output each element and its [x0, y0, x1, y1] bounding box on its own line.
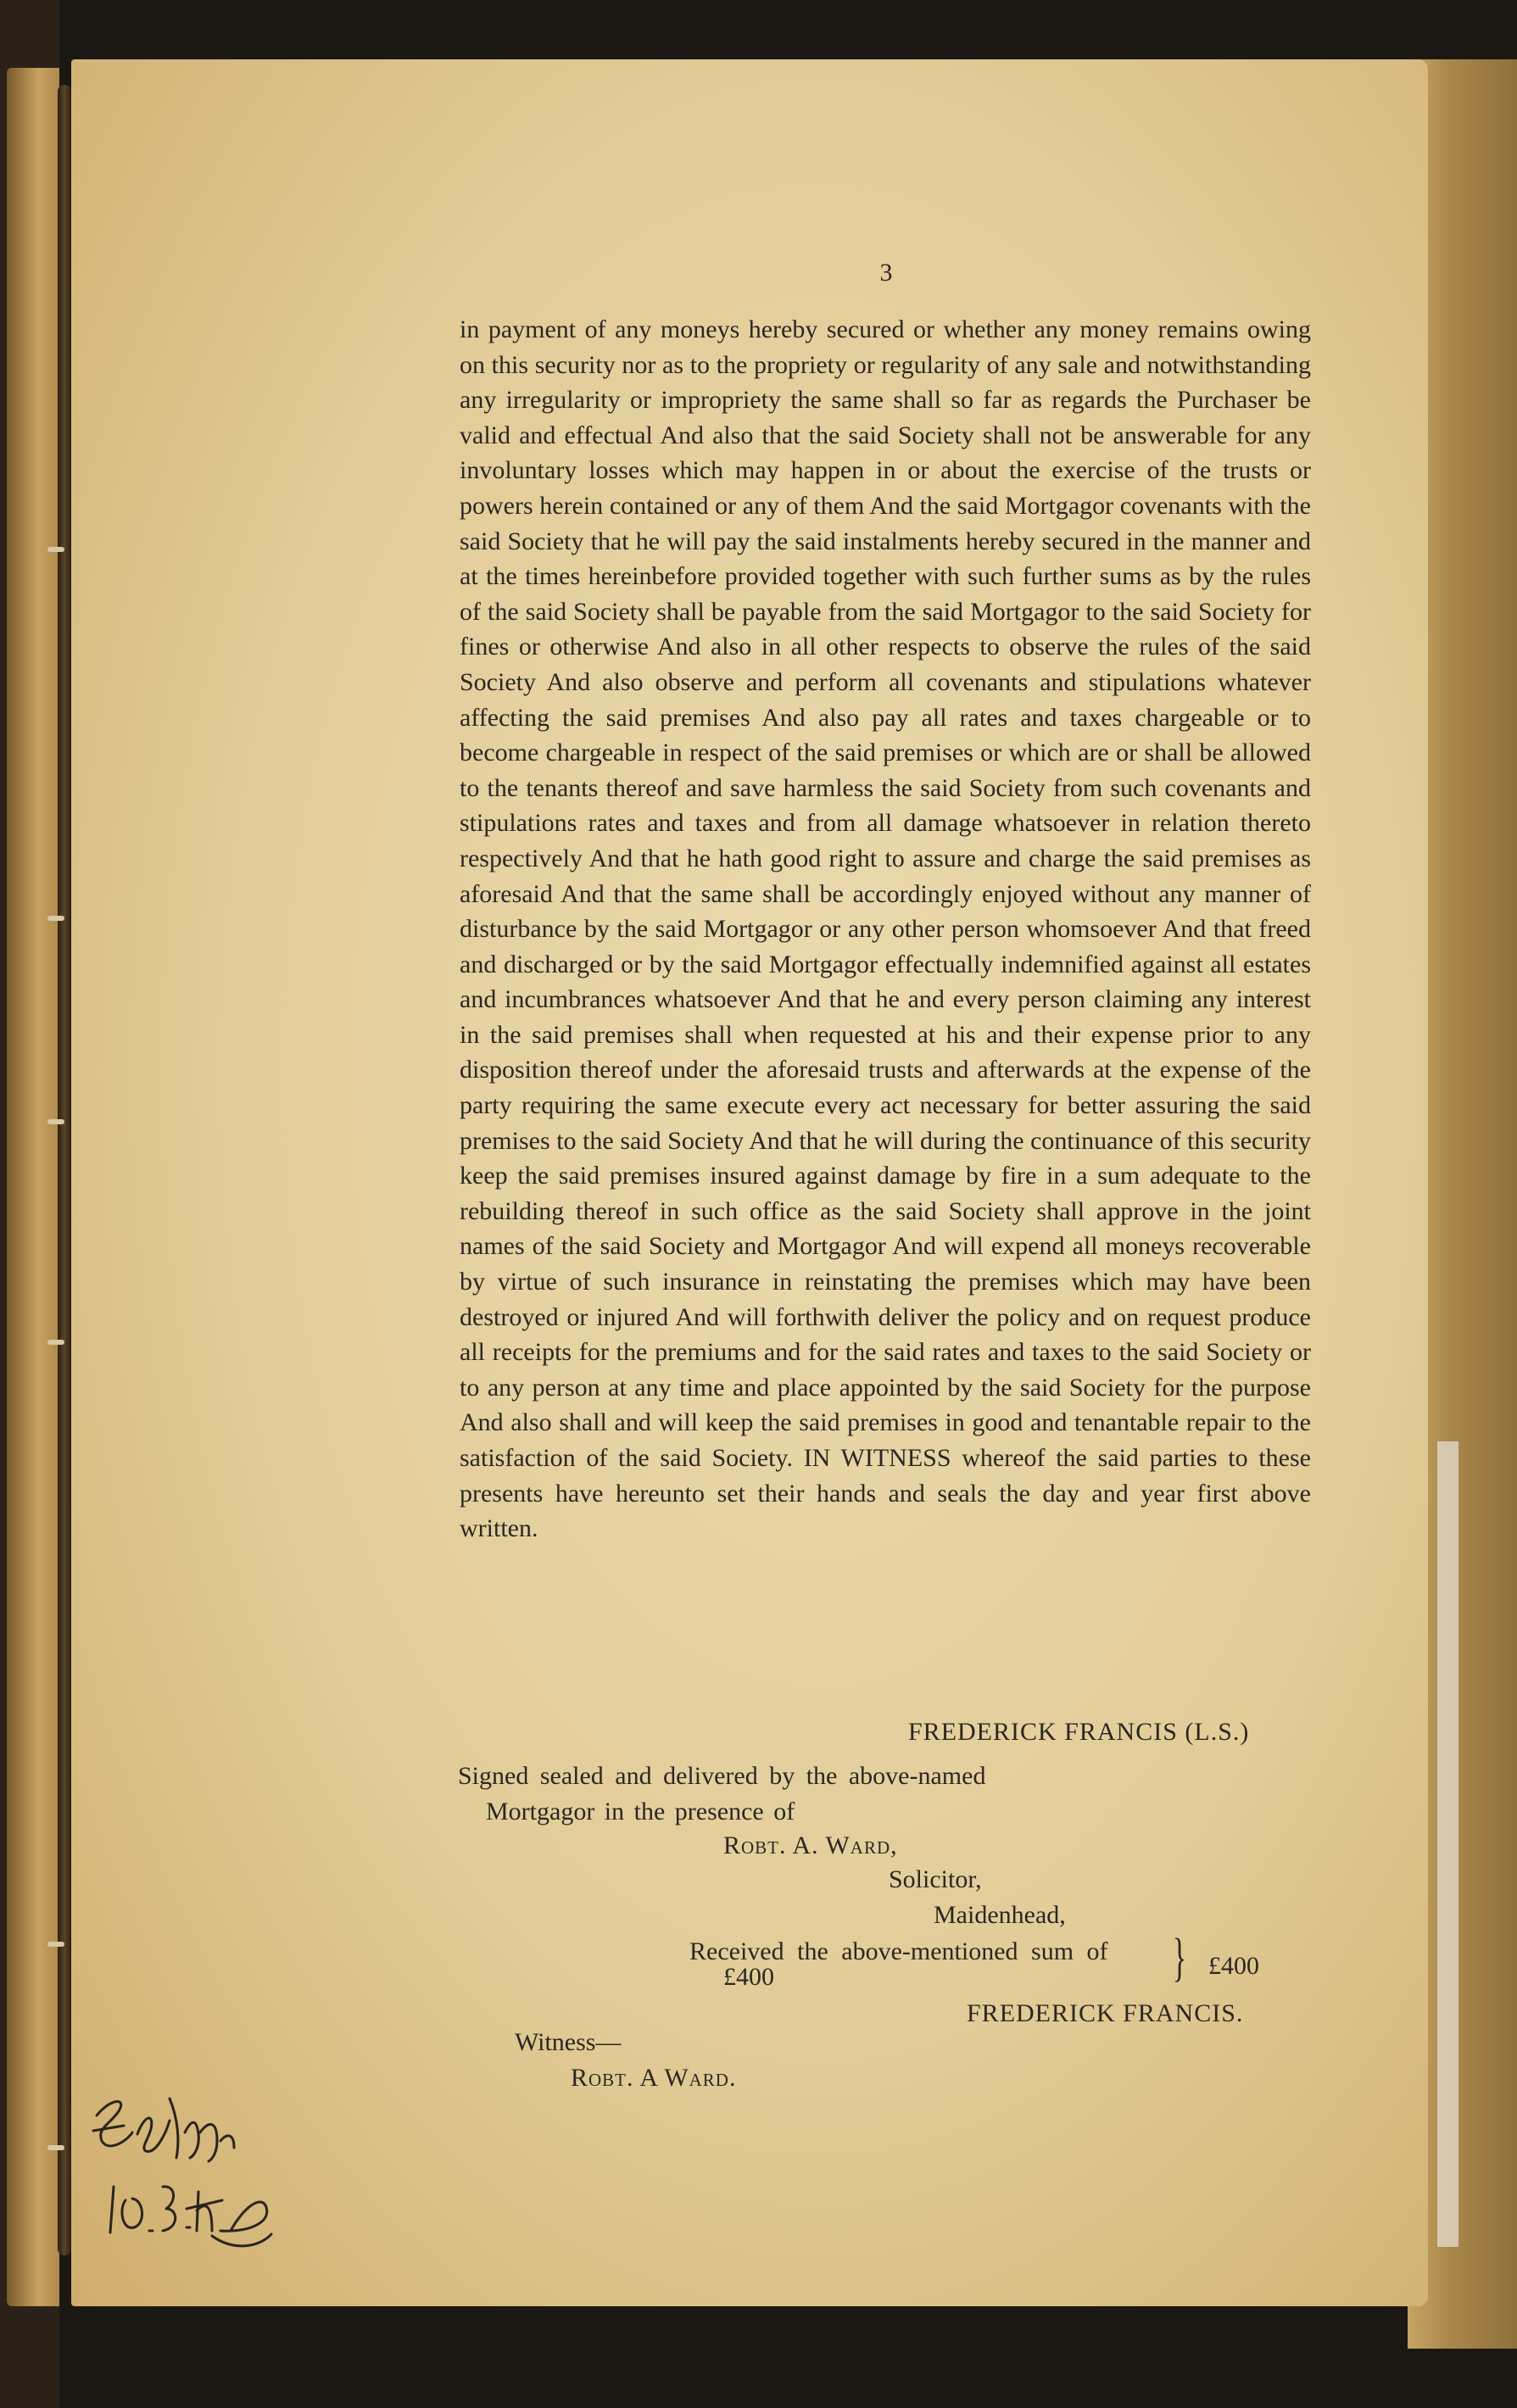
- previous-page-edge: [7, 68, 59, 2306]
- stitch-hole: [47, 1942, 64, 1947]
- witness-place: Maidenhead,: [934, 1901, 1066, 1929]
- witness-title: Solicitor,: [889, 1865, 982, 1893]
- curly-brace: }: [1172, 1929, 1187, 1987]
- presence-line: Mortgagor in the presence of: [486, 1798, 795, 1826]
- stitch-hole: [47, 547, 64, 552]
- mortgagor-signature-seal: FREDERICK FRANCIS (L.S.): [908, 1718, 1250, 1746]
- handwritten-annotation: [85, 2082, 280, 2268]
- mortgage-deed-body: in payment of any moneys hereby secured or whether any money remains owing on this security nor as to the propriety or regularity of any sale and notwithstanding any irregularity or impropriety the same shall so far as regards the Purchaser be valid and effectual And also that the said Society shall not be answerable for any involuntary losses which may happen in or about the exercise of the trusts or powers herein contained or any of them And the said Mortgagor covenants with the said Society that he will pay the said instalments hereby secured in the manner and at the times hereinbefore provided together with such further sums as by the rules of the said Society shall be payable from the said Mortgagor to the said Society for fines or otherwise And also in all other respects to observe the rules of the said Society And also observe and perform all covenants and stipulations whatever affecting the said premises And also pay all rates and taxes chargeable or to become chargeable in respect of the said premises or which are or shall be allowed to the tenants thereof and save harmless the said Society from such covenants and stipulations rates and taxes and from all damage whatsoever in relation thereto respectively And that he hath good right to assure and charge the said premises as aforesaid And that the same shall be accordingly enjoyed without any manner of disturbance by the said Mortgagor or any other person whomsoever And that freed and discharged or by the said Mortgagor effectually indemnified against all estates and incumbrances whatsoever And that he and every person claiming any interest in the said premises shall when requested at his and their expense prior to any disposition thereof under the aforesaid trusts and afterwards at the expense of the party requiring the same execute every act necessary for better assuring the said premises to the said Society And that he will during the continuance of this security keep the said premises insured against damage by fire in a sum adequate to the rebuilding thereof in such office as the said Society shall approve in the joint names of the said Society and Mortgagor And will expend all moneys recoverable by virtue of such insurance in reinstating the premises which may have been destroyed or injured And will forthwith deliver the policy and on request produce all receipts for the premiums and for the said rates and taxes to the said Society or to any person at any time and place appointed by the said Society for the purpose And also shall and will keep the said premises in good and tenantable repair to the satisfaction of the said Society. IN WITNESS whereof the said parties to these presents have hereunto set their hands and seals the day and year first above written.: [460, 315, 1311, 1543]
- page-number: 3: [879, 259, 893, 287]
- witness-label: Witness—: [515, 2028, 622, 2056]
- receipt-witness-name: Robt. A Ward.: [571, 2064, 737, 2092]
- page-stack-edge-light: [1437, 1441, 1458, 2247]
- stitch-hole: [47, 916, 64, 921]
- witness-name: Robt. A. Ward,: [723, 1831, 898, 1859]
- binding-stitch: [58, 85, 71, 2255]
- receipt-sum: £400: [1208, 1952, 1259, 1980]
- stitch-hole: [47, 2145, 64, 2150]
- stitch-hole: [47, 1340, 64, 1345]
- receipt-line: Received the above-mentioned sum of: [689, 1937, 1108, 1965]
- signed-sealed-line: Signed sealed and delivered by the above-named: [458, 1762, 986, 1790]
- receipt-amount: £400: [723, 1963, 774, 1991]
- mortgagor-signature-receipt: FREDERICK FRANCIS.: [967, 1999, 1244, 2027]
- stitch-hole: [47, 1119, 64, 1124]
